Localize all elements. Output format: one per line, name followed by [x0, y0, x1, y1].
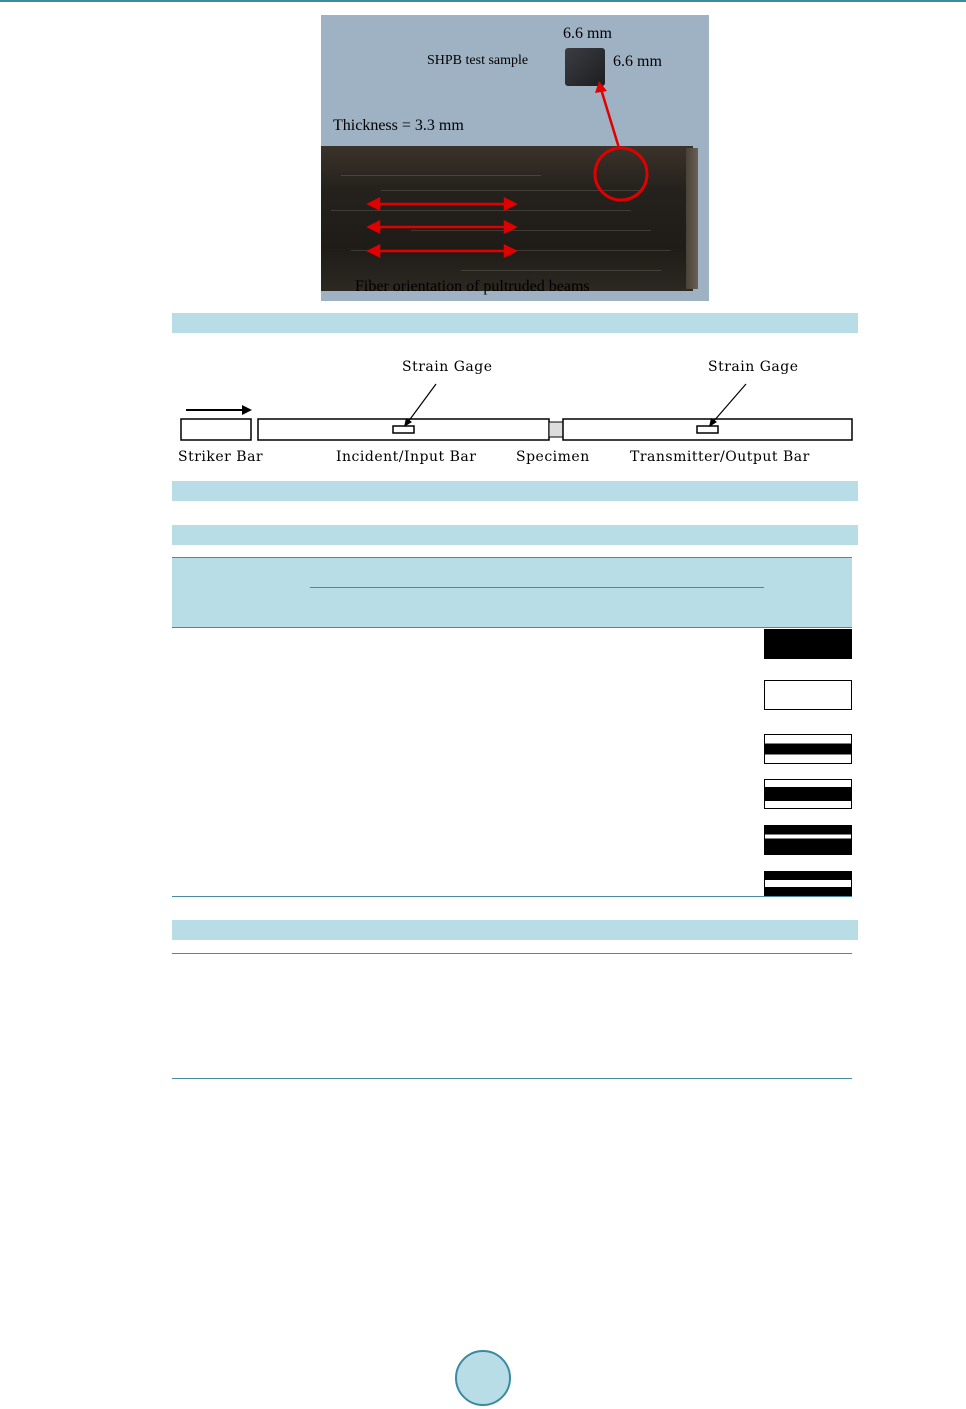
- table-caption-band: [172, 920, 858, 940]
- dimension-top: 6.6 mm: [563, 25, 612, 42]
- striker-arrow: [186, 405, 252, 415]
- sample-label: SHPB test sample: [427, 53, 529, 68]
- striker-bar-label: Striker Bar: [178, 449, 264, 465]
- table-caption-band: [172, 525, 858, 545]
- specimen-block: [549, 422, 563, 437]
- table-header-subrule: [310, 587, 764, 588]
- swatch-black-white-black-thin: [764, 871, 852, 896]
- swatch-white-black-white: [764, 734, 852, 764]
- strain-gage-right-block: [697, 426, 718, 433]
- transmitter-bar-label: Transmitter/Output Bar: [630, 449, 810, 465]
- highlight-circle: [595, 148, 647, 200]
- fiber-arrow: [369, 222, 515, 232]
- figure-caption-band: [172, 313, 858, 333]
- gage-leader-right: [713, 384, 746, 422]
- swatch-white: [764, 680, 852, 710]
- striker-bar: [181, 419, 251, 440]
- table-header: [172, 557, 852, 628]
- gage-leader-left: [408, 384, 436, 422]
- swatch-white-black-white-thick: [764, 779, 852, 809]
- dimension-side: 6.6 mm: [613, 53, 662, 70]
- swatch-solid-black: [764, 629, 852, 659]
- table-bottom-rule: [172, 896, 852, 897]
- sample-photo: [321, 15, 709, 301]
- thickness-label: Thickness = 3.3 mm: [333, 117, 464, 134]
- table-top-rule: [172, 953, 852, 954]
- fiber-arrow: [369, 246, 515, 256]
- strain-gage-left-block: [393, 426, 414, 433]
- fiber-orientation-caption: Fiber orientation of pultruded beams: [355, 278, 590, 295]
- fiber-arrow: [369, 199, 515, 209]
- strain-gage-right-label: Strain Gage: [708, 359, 799, 375]
- pointer-arrow: [601, 89, 619, 148]
- header-rule: [0, 0, 966, 2]
- table-bottom-rule: [172, 1078, 852, 1079]
- figure-caption-band: [172, 481, 858, 501]
- specimen-label: Specimen: [516, 449, 590, 465]
- incident-bar-label: Incident/Input Bar: [336, 449, 477, 465]
- page-number-badge: [455, 1350, 511, 1406]
- strain-gage-left-label: Strain Gage: [402, 359, 493, 375]
- shpb-schematic: [172, 338, 858, 478]
- swatch-black-white-black: [764, 825, 852, 855]
